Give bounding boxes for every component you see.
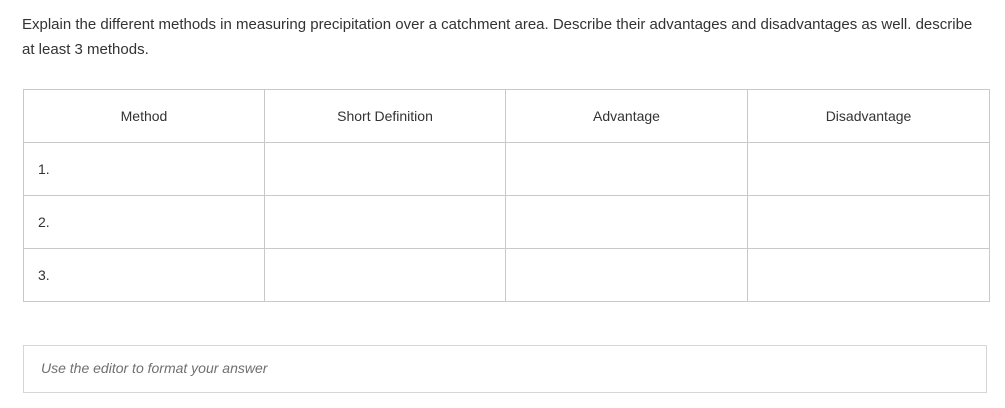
advantage-cell-3[interactable]	[506, 249, 748, 302]
method-cell-2[interactable]: 2.	[24, 196, 265, 249]
disadvantage-cell-3[interactable]	[748, 249, 990, 302]
table-row	[24, 143, 990, 196]
table-row	[24, 249, 990, 302]
answer-table	[23, 89, 990, 302]
method-cell-1[interactable]: 1.	[24, 143, 265, 196]
table-header-row	[24, 90, 990, 143]
answer-editor[interactable]	[23, 345, 987, 393]
column-header-method: Method	[24, 90, 265, 143]
definition-cell-3[interactable]	[265, 249, 506, 302]
definition-cell-1[interactable]	[265, 143, 506, 196]
editor-placeholder: Use the editor to format your answer	[41, 360, 268, 376]
table-row	[24, 196, 990, 249]
definition-cell-2[interactable]	[265, 196, 506, 249]
question-text: Explain the different methods in measuring precipitation over a catchment area. Describe their advantages and disadvantages as well. describe at least 3 methods.	[22, 16, 973, 58]
advantage-cell-1[interactable]	[506, 143, 748, 196]
disadvantage-cell-2[interactable]	[748, 196, 990, 249]
column-header-disadvantage: Disadvantage	[748, 90, 990, 143]
method-cell-3[interactable]: 3.	[24, 249, 265, 302]
disadvantage-cell-1[interactable]	[748, 143, 990, 196]
column-header-short-definition: Short Definition	[265, 90, 506, 143]
column-header-advantage: Advantage	[506, 90, 748, 143]
advantage-cell-2[interactable]	[506, 196, 748, 249]
